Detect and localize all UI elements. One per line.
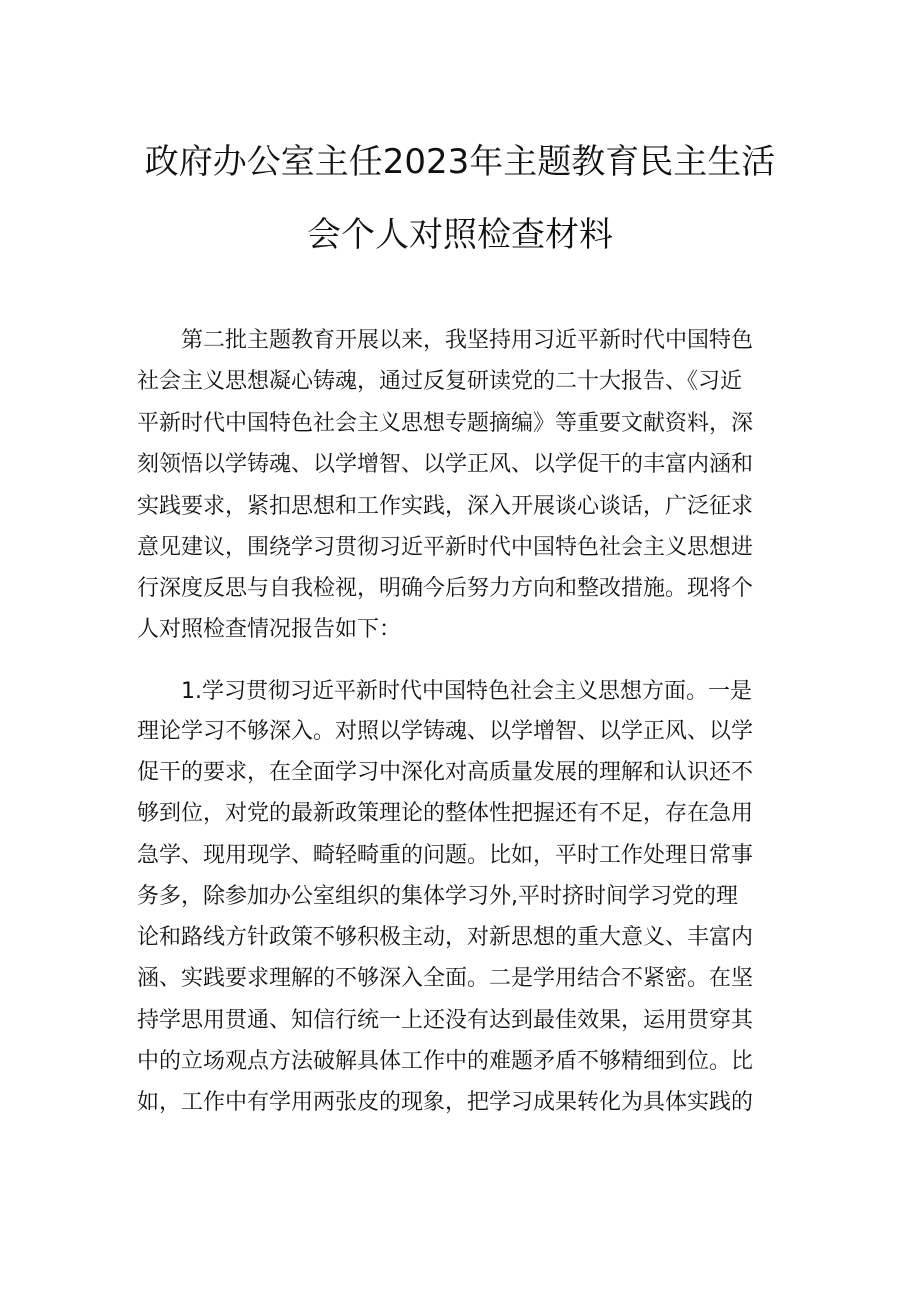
paragraph-line: 第二批主题教育开展以来，我坚持用习近平新时代中国特色 <box>181 328 754 353</box>
paragraph-line: 如，工作中有学用两张皮的现象，把学习成果转化为具体实践的 <box>137 1090 754 1115</box>
paragraph-line: 够到位，对党的最新政策理论的整体性把握还有不足，存在急用 <box>137 801 754 826</box>
paragraph-line: 平新时代中国特色社会主义思想专题摘编》等重要文献资料，深 <box>137 411 754 436</box>
paragraph-line: 意见建议，围绕学习贯彻习近平新时代中国特色社会主义思想进 <box>137 535 754 560</box>
paragraph-line: 刻领悟以学铸魂、以学增智、以学正风、以学促干的丰富内涵和 <box>137 452 754 477</box>
paragraph-line: 持学思用贯通、知信行统一上还没有达到最佳效果，运用贯穿其 <box>137 1008 754 1033</box>
paragraph-line: 急学、现用现学、畸轻畸重的问题。比如，平时工作处理日常事 <box>137 843 754 868</box>
document-title-line-2: 会个人对照检查材料 <box>307 215 613 255</box>
paragraph-line: 务多，除参加办公室组织的集体学习外,平时挤时间学习党的理 <box>137 884 738 909</box>
paragraph-line: 1.学习贯彻习近平新时代中国特色社会主义思想方面。一是 <box>181 679 752 704</box>
paragraph-line: 社会主义思想凝心铸魂，通过反复研读党的二十大报告、《习近 <box>137 369 743 394</box>
paragraph-line: 理论学习不够深入。对照以学铸魂、以学增智、以学正风、以学 <box>137 719 754 744</box>
paragraph-line: 实践要求，紧扣思想和工作实践，深入开展谈心谈话，广泛征求 <box>137 494 754 519</box>
paragraph-line: 论和路线方针政策不够积极主动，对新思想的重大意义、丰富内 <box>137 925 754 950</box>
paragraph-line: 促干的要求，在全面学习中深化对高质量发展的理解和认识还不 <box>137 760 754 785</box>
paragraph-line: 行深度反思与自我检视，明确今后努力方向和整改措施。现将个 <box>137 576 754 601</box>
paragraph-line: 涵、实践要求理解的不够深入全面。二是学用结合不紧密。在坚 <box>137 966 754 991</box>
paragraph-line: 中的立场观点方法破解具体工作中的难题矛盾不够精细到位。比 <box>137 1049 754 1074</box>
paragraph-line: 人对照检查情况报告如下： <box>137 617 402 642</box>
document-title-line-1: 政府办公室主任2023年主题教育民主生活 <box>144 142 776 182</box>
